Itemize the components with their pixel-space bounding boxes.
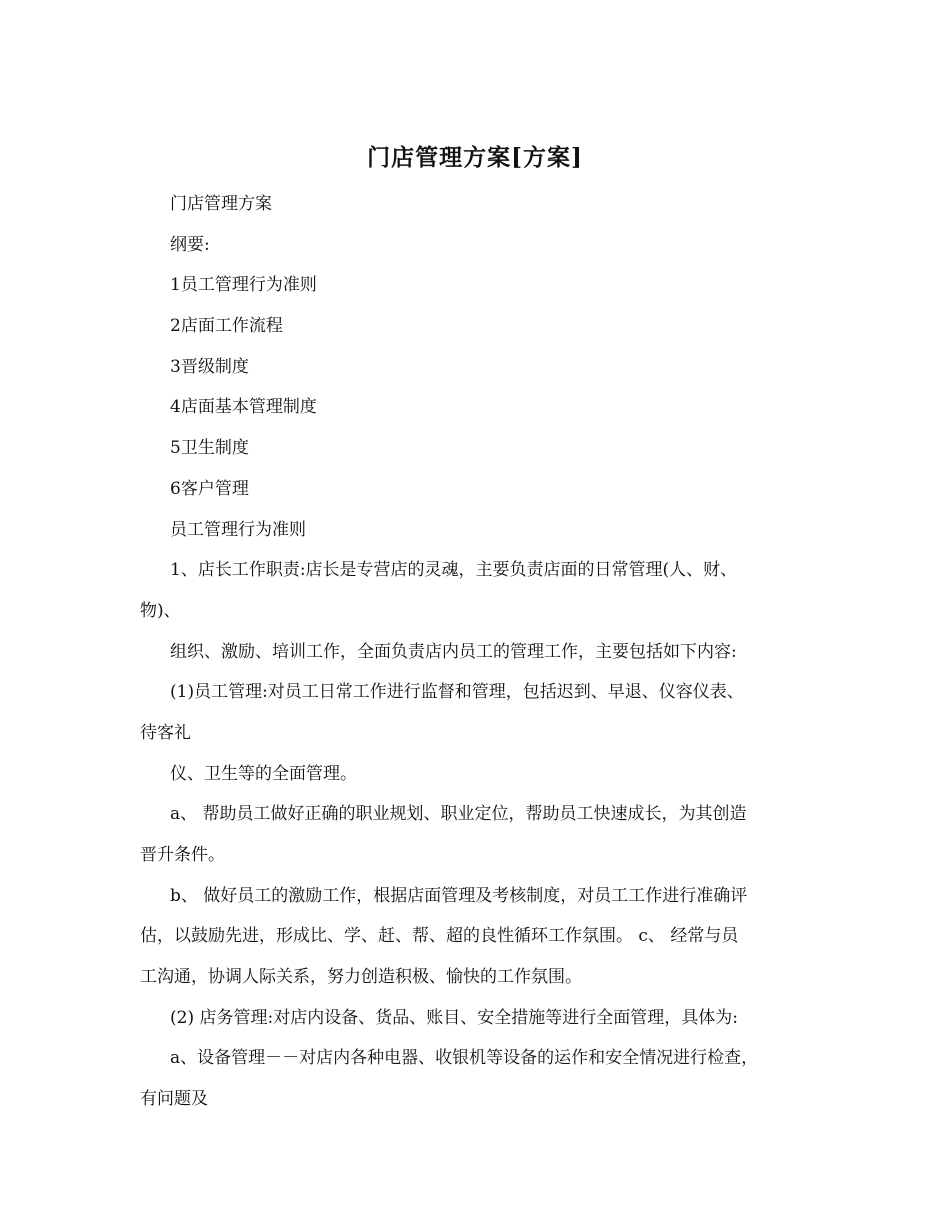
paragraph-line: 3晋级制度 <box>170 356 249 377</box>
paragraph-line: 1员工管理行为准则 <box>170 275 317 296</box>
paragraph-line: b、 做好员工的激励工作，根据店面管理及考核制度，对员工工作进行准确评 <box>170 885 748 906</box>
paragraph-line: 估，以鼓励先进，形成比、学、赶、帮、超的良性循环工作氛围。 c、 经常与员 <box>140 926 739 947</box>
paragraph-line: 1、店长工作职责:店长是专营店的灵魂，主要负责店面的日常管理(人、财、 <box>170 560 738 581</box>
paragraph-line: 仪、卫生等的全面管理。 <box>170 763 357 784</box>
paragraph-line: 待客礼 <box>140 722 191 743</box>
paragraph-line: 晋升条件。 <box>140 845 225 865</box>
paragraph-line: 2店面工作流程 <box>170 316 283 337</box>
paragraph-line: (2) 店务管理:对店内设备、货品、账目、安全措施等进行全面管理，具体为: <box>170 1007 738 1028</box>
paragraph-line: (1)员工管理:对员工日常工作进行监督和管理，包括迟到、早退、仪容仪表、 <box>170 682 744 703</box>
document-title: 门店管理方案[方案] <box>367 144 583 171</box>
document-body <box>140 184 805 1120</box>
paragraph-line: 有问题及 <box>140 1089 208 1110</box>
paragraph-line: 员工管理行为准则 <box>170 519 306 540</box>
paragraph-line: a、 帮助员工做好正确的职业规划、职业定位，帮助员工快速成长，为其创造 <box>170 804 747 825</box>
paragraph-line: 5卫生制度 <box>170 438 249 459</box>
paragraph-line: 纲要: <box>170 234 210 255</box>
paragraph-line: a、设备管理－－对店内各种电器、收银机等设备的运作和安全情况进行检查， <box>170 1048 759 1069</box>
paragraph-line: 物)、 <box>140 600 181 621</box>
paragraph-line: 组织、激励、培训工作，全面负责店内员工的管理工作，主要包括如下内容: <box>170 641 737 662</box>
paragraph-line: 工沟通，协调人际关系，努力创造积极、愉快的工作氛围。 <box>140 967 582 988</box>
paragraph-line: 4店面基本管理制度 <box>170 397 317 418</box>
paragraph-line: 门店管理方案 <box>170 194 272 214</box>
paragraph-line: 6客户管理 <box>170 478 249 499</box>
